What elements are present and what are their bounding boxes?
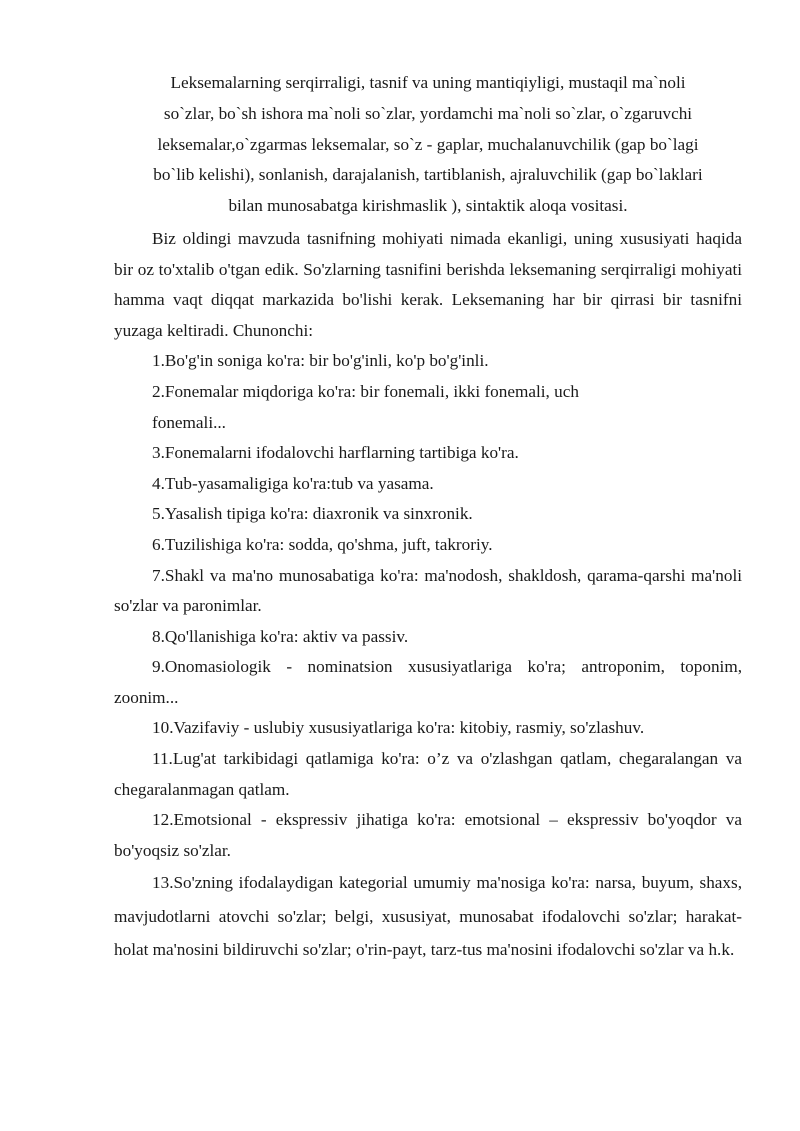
list-item: 8.Qo'llanishiga ko'ra: aktiv va passiv.: [152, 626, 409, 646]
list-item: 4.Tub-yasamaligiga ko'ra:tub va yasama.: [152, 473, 434, 493]
list-item: 7.Shakl va ma'no munosabatiga ko'ra: ma'nodosh, shakldosh, qarama-qarshi ma'noli so'zlar va paronimlar.: [114, 565, 742, 616]
document-page: [114, 68, 742, 967]
list-item: 3.Fonemalarni ifodalovchi harflarning tartibiga ko'ra.: [152, 443, 519, 463]
list-item: 12.Emotsional - ekspressiv jihatiga ko'ra: emotsional – ekspressiv bo'yoqdor va bo'yoqsiz so'zlar.: [114, 810, 742, 860]
intro-paragraph: Biz oldingi mavzuda tasnifning mohiyati nimada ekanligi, uning xususiyati haqida bir oz to'xtalib o'tgan edik. So'zlarning tasnifini berishda leksemaning serqirraligi mohiyati hamma vaqt diqqat markazida bo'lishi kerak. Leksemaning har bir qirrasi bir tasnifni yuzaga keltiradi. Chunonchi:: [114, 228, 742, 340]
list-item-continuation: fonemali...: [152, 412, 226, 432]
heading-line: Leksemalarning serqirraligi, tasnif va uning mantiqiyligi, mustaqil ma`noli: [170, 73, 686, 92]
heading-line: bo`lib kelishi), sonlanish, darajalanish, tartiblanish, ajraluvchilik (gap bo`laklari: [153, 165, 703, 185]
list-item: 13.So'zning ifodalaydigan kategorial umumiy ma'nosiga ko'ra: narsa, buyum, shaxs, mavjudotlarni atovchi so'zlar; belgi, xususiyat, munosabat ifodalovchi so'zlar; harakat-holat ma'nosini bildiruvchi so'zlar; o'rin-payt, tarz-tus ma'nosini ifodalovchi so'zlar va h.k.: [114, 873, 742, 960]
list-item: 2.Fonemalar miqdoriga ko'ra: bir fonemali, ikki fonemali, uch: [152, 381, 579, 401]
list-item: 11.Lug'at tarkibidagi qatlamiga ko'ra: o’z va o'zlashgan qatlam, chegaralangan va chegaralanmagan qatlam.: [114, 749, 742, 799]
list-item: 6.Tuzilishiga ko'ra: sodda, qo'shma, juft, takroriy.: [152, 534, 493, 554]
heading-line: bilan munosabatga kirishmaslik ), sintaktik aloqa vositasi.: [228, 196, 628, 216]
list-item: 10.Vazifaviy - uslubiy xususiyatlariga ko'ra: kitobiy, rasmiy, so'zlashuv.: [152, 718, 645, 738]
list-item: 9.Onomasiologik - nominatsion xususiyatlariga ko'ra; antroponim, toponim, zoonim...: [114, 657, 742, 707]
list-item: 5.Yasalish tipiga ko'ra: diaxronik va sinxronik.: [152, 504, 473, 524]
list-item: 1.Bo'g'in soniga ko'ra: bir bo'g'inli, ko'p bo'g'inli.: [152, 351, 489, 371]
section-heading: [114, 68, 742, 222]
heading-line: so`zlar, bo`sh ishora ma`noli so`zlar, yordamchi ma`noli so`zlar, o`zgaruvchi: [163, 103, 693, 123]
heading-line: leksemalar,o`zgarmas leksemalar, so`z - gaplar, muchalanuvchilik (gap bo`lagi: [157, 134, 699, 154]
